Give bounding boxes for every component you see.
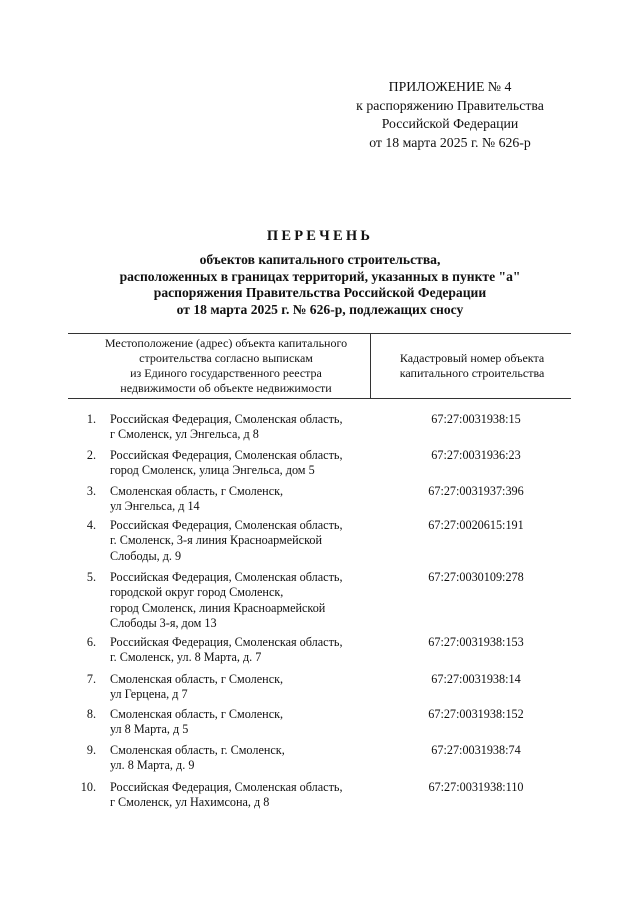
- row-address: [110, 484, 370, 515]
- subtitle-line: расположенных в границах территорий, указанных в пункте "а": [119, 268, 521, 284]
- row-number: 7.: [86, 672, 96, 686]
- row-address: [110, 780, 370, 811]
- address-line: город Смоленск, линия Красноармейской: [110, 600, 326, 615]
- row-address: [110, 518, 370, 564]
- subtitle-line: объектов капитального строительства,: [199, 252, 441, 267]
- row-address: [110, 635, 370, 666]
- row-cadastral-number: 67:27:0030109:278: [428, 570, 524, 584]
- row-address: [110, 448, 370, 479]
- address-line: ул 8 Марта, д 5: [110, 722, 189, 737]
- table-header-address: [80, 336, 372, 396]
- header-cadastral-line: капитального строительства: [399, 366, 545, 380]
- table-top-rule: [68, 333, 571, 334]
- row-address: [110, 412, 370, 443]
- appendix-reference-line: к распоряжению Правительства: [356, 97, 544, 113]
- address-line: Российская Федерация, Смоленская область,: [110, 780, 343, 794]
- header-address-line: из Единого государственного реестра: [130, 366, 322, 380]
- address-line: городской округ город Смоленск,: [110, 585, 284, 600]
- table-header-cadastral: [376, 351, 568, 381]
- address-line: Смоленская область, г Смоленск,: [110, 484, 284, 498]
- address-line: г Смоленск, ул Энгельса, д 8: [110, 427, 259, 442]
- address-line: г. Смоленск, ул. 8 Марта, д. 7: [110, 650, 262, 665]
- address-line: г Смоленск, ул Нахимсона, д 8: [110, 795, 270, 810]
- header-address-line: строительства согласно выпискам: [139, 351, 313, 365]
- appendix-header: [340, 78, 560, 152]
- row-address: [110, 743, 370, 774]
- header-address-line: Местоположение (адрес) объекта капитального: [104, 336, 348, 350]
- table-header-rule: [68, 398, 571, 399]
- row-cadastral-number: 67:27:0031938:152: [428, 707, 524, 721]
- address-line: Российская Федерация, Смоленская область,: [110, 570, 343, 584]
- row-number: 5.: [86, 570, 96, 584]
- row-number: 8.: [86, 707, 96, 721]
- address-line: Российская Федерация, Смоленская область,: [110, 518, 343, 532]
- appendix-number: ПРИЛОЖЕНИЕ № 4: [388, 79, 512, 94]
- document-title: ПЕРЕЧЕНЬ: [266, 228, 374, 244]
- row-number: 1.: [86, 412, 96, 426]
- address-line: ул Герцена, д 7: [110, 687, 188, 702]
- row-address: [110, 570, 370, 631]
- row-cadastral-number: 67:27:0031938:15: [431, 412, 521, 426]
- address-line: Слободы, д. 9: [110, 548, 182, 563]
- subtitle-line: от 18 марта 2025 г. № 626-р, подлежащих сносу: [176, 301, 464, 317]
- row-address: [110, 707, 370, 738]
- row-cadastral-number: 67:27:0031938:153: [428, 635, 524, 649]
- row-cadastral-number: 67:27:0031936:23: [431, 448, 521, 462]
- row-number: 6.: [86, 635, 96, 649]
- row-number: 10.: [80, 780, 96, 794]
- header-cadastral-line: Кадастровый номер объекта: [399, 351, 545, 365]
- address-line: Смоленская область, г Смоленск,: [110, 672, 284, 686]
- row-cadastral-number: 67:27:0031938:74: [431, 743, 521, 757]
- row-number: 2.: [86, 448, 96, 462]
- row-cadastral-number: 67:27:0031938:110: [428, 780, 524, 794]
- address-line: г. Смоленск, 3-я линия Красноармейской: [110, 533, 322, 548]
- address-line: Российская Федерация, Смоленская область,: [110, 448, 343, 462]
- subtitle-line: распоряжения Правительства Российской Федерации: [153, 285, 487, 301]
- address-line: город Смоленск, улица Энгельса, дом 5: [110, 463, 315, 478]
- row-cadastral-number: 67:27:0020615:191: [428, 518, 524, 532]
- row-number: 4.: [86, 518, 96, 532]
- address-line: Российская Федерация, Смоленская область,: [110, 412, 343, 426]
- row-number: 3.: [86, 484, 96, 498]
- document-subtitle: [60, 252, 580, 318]
- appendix-date-line: от 18 марта 2025 г. № 626-р: [369, 134, 531, 150]
- row-number: 9.: [86, 743, 96, 757]
- address-line: Смоленская область, г. Смоленск,: [110, 743, 285, 757]
- row-cadastral-number: 67:27:0031937:396: [428, 484, 524, 498]
- appendix-reference-line: Российской Федерации: [381, 116, 519, 131]
- address-line: ул Энгельса, д 14: [110, 499, 200, 514]
- address-line: Слободы 3-я, дом 13: [110, 615, 217, 630]
- address-line: Российская Федерация, Смоленская область,: [110, 635, 343, 649]
- address-line: Смоленская область, г Смоленск,: [110, 707, 284, 721]
- row-cadastral-number: 67:27:0031938:14: [431, 672, 521, 686]
- row-address: [110, 672, 370, 703]
- address-line: ул. 8 Марта, д. 9: [110, 758, 195, 773]
- header-address-line: недвижимости об объекте недвижимости: [120, 381, 332, 395]
